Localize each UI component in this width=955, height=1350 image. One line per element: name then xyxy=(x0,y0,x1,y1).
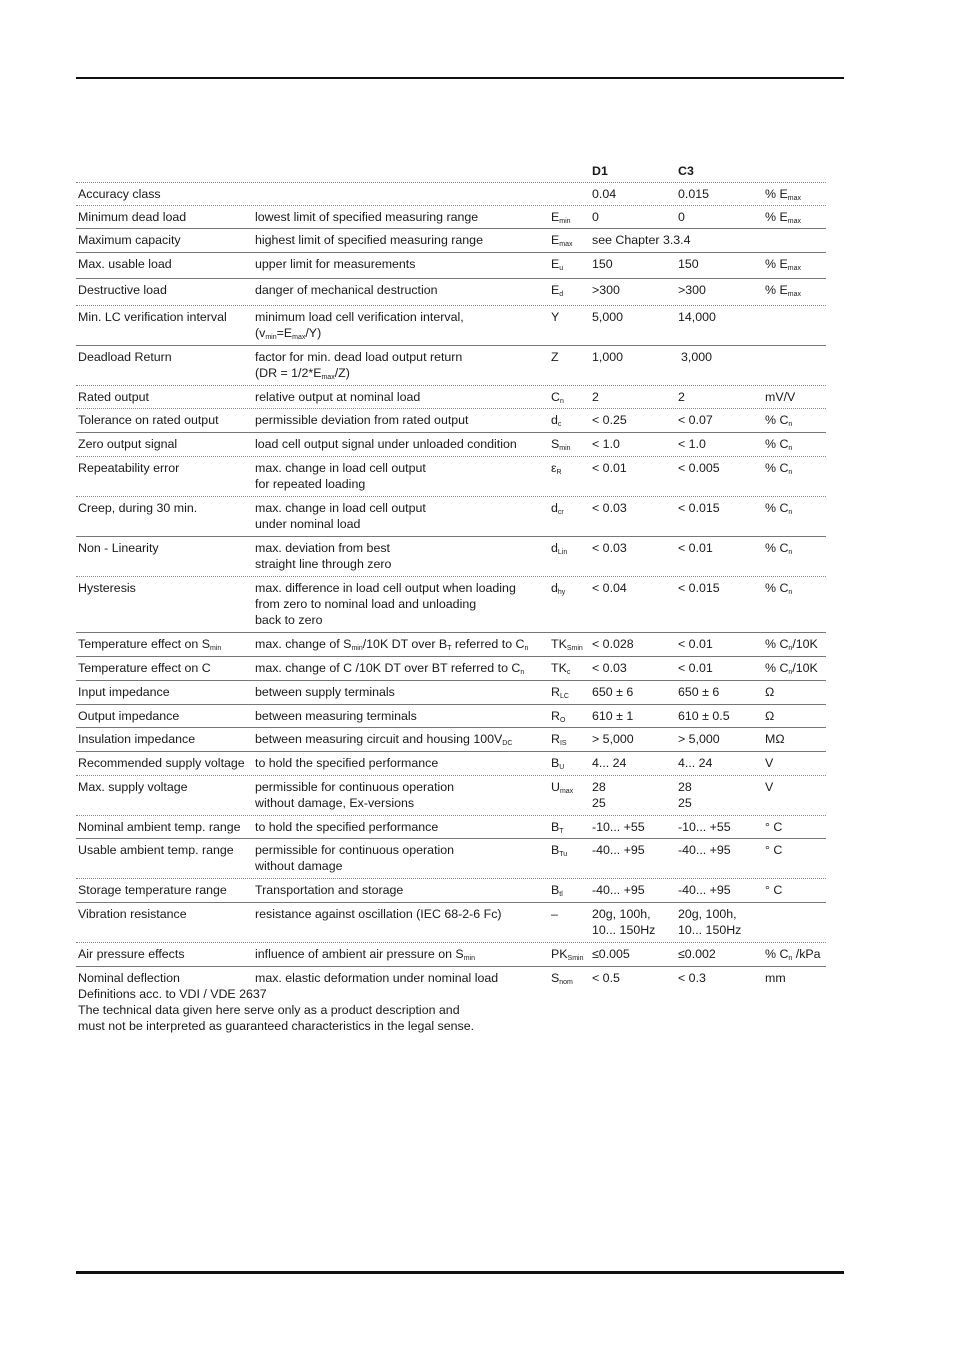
unit: ° C xyxy=(765,843,783,857)
value-d1: < 0.04 xyxy=(592,581,627,595)
symbol: $\varepsilon_R$ xyxy=(551,461,562,476)
value-c3: < 0.005 xyxy=(678,461,720,475)
value-c3: 28 25 xyxy=(678,780,692,810)
table-row xyxy=(76,681,826,705)
unit: % $E_{max}$ xyxy=(765,257,801,272)
value-c3: -40... +95 xyxy=(678,883,731,897)
value-d1: 20g, 100h, 10... 150Hz xyxy=(592,907,656,937)
symbol: $U_{max}$ xyxy=(551,780,574,795)
symbol: $d_c$ xyxy=(551,413,562,428)
table-row xyxy=(76,657,826,681)
table-row xyxy=(76,433,826,457)
param-description: max. elastic deformation under nominal load xyxy=(255,971,499,985)
unit: V xyxy=(765,756,774,770)
param-name: Minimum dead load xyxy=(78,210,187,224)
table-row xyxy=(76,705,826,728)
header-d1: D1 xyxy=(592,164,608,178)
value-d1: 5,000 xyxy=(592,310,624,324)
param-description: max. change in load cell output under nominal load xyxy=(255,501,426,531)
value-d1: < 0.25 xyxy=(592,413,627,427)
table-row xyxy=(76,229,826,253)
value-c3: < 0.07 xyxy=(678,413,713,427)
bottom-rule xyxy=(76,1271,844,1274)
value-c3: 14,000 xyxy=(678,310,716,324)
symbol: $S_{min}$ xyxy=(551,437,571,452)
param-name: Rated output xyxy=(78,390,149,404)
unit: % $E_{max}$ xyxy=(765,187,801,202)
table-row xyxy=(76,386,826,409)
table-row xyxy=(76,306,826,346)
value-d1: ≤0.005 xyxy=(592,947,630,961)
unit: % $E_{max}$ xyxy=(765,283,801,298)
unit: % $C_n/10K$ xyxy=(765,637,818,652)
footnote-line: Definitions acc. to VDI / VDE 2637 xyxy=(78,987,267,1001)
symbol: $R_O$ xyxy=(551,709,566,724)
value-c3: 150 xyxy=(678,257,699,271)
unit: V xyxy=(765,780,774,794)
param-name: Temperature effect on C xyxy=(78,661,211,675)
symbol: $TK_c$ xyxy=(551,661,571,676)
value-c3: < 0.01 xyxy=(678,661,713,675)
value-c3: < 0.01 xyxy=(678,637,713,651)
table-row xyxy=(76,633,826,657)
symbol: $B_{Tu}$ xyxy=(551,843,568,858)
symbol: $R_{IS}$ xyxy=(551,732,567,747)
param-name: Deadload Return xyxy=(78,350,172,364)
value-d1: 28 25 xyxy=(592,780,606,810)
unit: mV/V xyxy=(765,390,796,404)
param-description: upper limit for measurements xyxy=(255,257,416,271)
value-d1: >300 xyxy=(592,283,620,297)
param-name: Max. usable load xyxy=(78,257,172,271)
table-row xyxy=(76,943,826,967)
param-name: Recommended supply voltage xyxy=(78,756,245,770)
param-description: load cell output signal under unloaded condition xyxy=(255,437,517,451)
param-name: Hysteresis xyxy=(78,581,136,595)
symbol: Z xyxy=(551,350,559,364)
unit: % $E_{max}$ xyxy=(765,210,801,225)
param-name: Temperature effect on $S_{min}$ xyxy=(78,637,222,652)
table-row xyxy=(76,728,826,752)
param-name: Air pressure effects xyxy=(78,947,185,961)
symbol: $B_{tl}$ xyxy=(551,883,563,898)
param-name: Min. LC verification interval xyxy=(78,310,227,324)
symbol: $TK_{Smin}$ xyxy=(551,637,583,652)
value-d1: < 0.01 xyxy=(592,461,627,475)
value-c3: 610 ± 0.5 xyxy=(678,709,730,723)
value-c3: < 0.01 xyxy=(678,541,713,555)
unit: % $C_n$ xyxy=(765,461,793,476)
value-d1: 1,000 xyxy=(592,350,624,364)
value-c3: -10... +55 xyxy=(678,820,731,834)
param-name: Vibration resistance xyxy=(78,907,187,921)
unit: % $C_n/10K$ xyxy=(765,661,818,676)
param-name: Zero output signal xyxy=(78,437,178,451)
param-description: permissible for continuous operation without damage xyxy=(255,843,455,873)
param-description: influence of ambient air pressure on $S_{min}$ xyxy=(255,947,475,962)
param-description: between supply terminals xyxy=(255,685,395,699)
unit: Ω xyxy=(765,685,775,699)
value-c3: < 1.0 xyxy=(678,437,706,451)
value-d1: > 5,000 xyxy=(592,732,634,746)
value-c3: 650 ± 6 xyxy=(678,685,720,699)
symbol: $S_{nom}$ xyxy=(551,971,573,986)
value-d1: 4... 24 xyxy=(592,756,627,770)
value-d1: 0 xyxy=(592,210,599,224)
unit: % $C_n$ xyxy=(765,581,793,596)
param-description: factor for min. dead load output return $(DR = 1/2*E_{max}/Z)$ xyxy=(255,350,463,381)
symbol: $d_{hy}$ xyxy=(551,581,566,596)
param-description: to hold the specified performance xyxy=(255,820,439,834)
value-d1: < 0.03 xyxy=(592,661,627,675)
table-row xyxy=(76,409,826,433)
param-name: Usable ambient temp. range xyxy=(78,843,234,857)
table-row xyxy=(76,752,826,776)
value-c3: 20g, 100h, 10... 150Hz xyxy=(678,907,742,937)
value-c3: 0 xyxy=(678,210,685,224)
symbol: – xyxy=(551,907,558,921)
table-row xyxy=(76,253,826,279)
value-c3: 4... 24 xyxy=(678,756,713,770)
value-d1: -40... +95 xyxy=(592,883,645,897)
value-c3: 0.015 xyxy=(678,187,710,201)
table-row xyxy=(76,776,826,816)
param-name: Repeatability error xyxy=(78,461,180,475)
value-c3: < 0.3 xyxy=(678,971,706,985)
value-d1: 2 xyxy=(592,390,599,404)
value-d1: -40... +95 xyxy=(592,843,645,857)
table-row xyxy=(76,183,826,206)
value-c3: ≤0.002 xyxy=(678,947,716,961)
param-description: minimum load cell verification interval, $(v_{min}=E_{max}/Y)$ xyxy=(255,310,464,341)
table-row xyxy=(76,206,826,229)
table-row xyxy=(76,457,826,497)
param-description: to hold the specified performance xyxy=(255,756,439,770)
unit: mm xyxy=(765,971,786,985)
value-c3: < 0.015 xyxy=(678,501,720,515)
param-name: Creep, during 30 min. xyxy=(78,501,198,515)
table-row xyxy=(76,346,826,386)
value-c3: 2 xyxy=(678,390,685,404)
table-row xyxy=(76,816,826,839)
value-d1: -10... +55 xyxy=(592,820,645,834)
symbol: $E_u$ xyxy=(551,257,564,272)
value-d1: 610 ± 1 xyxy=(592,709,634,723)
unit: % $C_n$ xyxy=(765,437,793,452)
symbol: $B_T$ xyxy=(551,820,564,835)
value-d1: see Chapter 3.3.4 xyxy=(592,233,691,247)
footnote-line: must not be interpreted as guaranteed characteristics in the legal sense. xyxy=(78,1019,475,1033)
table-row xyxy=(76,839,826,879)
value-c3: > 5,000 xyxy=(678,732,720,746)
param-description: highest limit of specified measuring range xyxy=(255,233,483,247)
param-description: lowest limit of specified measuring range xyxy=(255,210,479,224)
param-name: Max. supply voltage xyxy=(78,780,188,794)
table-row xyxy=(76,537,826,577)
param-name: Nominal ambient temp. range xyxy=(78,820,241,834)
value-c3: -40... +95 xyxy=(678,843,731,857)
value-d1: 650 ± 6 xyxy=(592,685,634,699)
value-d1: < 0.03 xyxy=(592,541,627,555)
param-description: resistance against oscillation (IEC 68-2-6 Fc) xyxy=(255,907,502,921)
header-c3: C3 xyxy=(678,164,694,178)
param-description: relative output at nominal load xyxy=(255,390,421,404)
param-name: Accuracy class xyxy=(78,187,161,201)
param-description: permissible for continuous operation without damage, Ex-versions xyxy=(255,780,455,810)
value-d1: < 1.0 xyxy=(592,437,620,451)
param-name: Non - Linearity xyxy=(78,541,159,555)
symbol: $B_U$ xyxy=(551,756,565,771)
param-name: Input impedance xyxy=(78,685,170,699)
symbol: $d_{cr}$ xyxy=(551,501,564,516)
symbol: $E_{min}$ xyxy=(551,210,571,225)
symbol: $C_n$ xyxy=(551,390,564,405)
param-name: Tolerance on rated output xyxy=(78,413,219,427)
value-d1: < 0.5 xyxy=(592,971,620,985)
unit: ° C xyxy=(765,883,783,897)
specifications-table xyxy=(76,160,826,989)
table-row xyxy=(76,903,826,943)
param-description: danger of mechanical destruction xyxy=(255,283,438,297)
param-name: Insulation impedance xyxy=(78,732,196,746)
table-row xyxy=(76,497,826,537)
param-description: max. change of $S_{min}/10K$ DT over $B_T$ referred to $C_n$ xyxy=(255,637,529,652)
symbol: $d_{Lin}$ xyxy=(551,541,568,556)
unit: % $C_n$ xyxy=(765,501,793,516)
param-name: Output impedance xyxy=(78,709,180,723)
symbol: $R_{LC}$ xyxy=(551,685,569,700)
top-rule xyxy=(76,77,844,79)
table-header xyxy=(76,160,826,183)
param-name: Destructive load xyxy=(78,283,167,297)
param-description: max. change in load cell output for repeated loading xyxy=(255,461,426,491)
unit: % $C_n$ /kPa xyxy=(765,947,821,962)
value-d1: 0.04 xyxy=(592,187,617,201)
table-row xyxy=(76,577,826,633)
param-description: max. change of C /10K DT over BT referred to $C_n$ xyxy=(255,661,525,676)
footnote-line: The technical data given here serve only as a product description and xyxy=(78,1003,460,1017)
value-c3: < 0.015 xyxy=(678,581,720,595)
param-name: Maximum capacity xyxy=(78,233,181,247)
value-d1: < 0.03 xyxy=(592,501,627,515)
param-name: Nominal deflection xyxy=(78,971,180,985)
unit: % $C_n$ xyxy=(765,413,793,428)
unit: ° C xyxy=(765,820,783,834)
param-description: between measuring circuit and housing $100V_{DC}$ xyxy=(255,732,513,747)
param-description: permissible deviation from rated output xyxy=(255,413,469,427)
unit: MΩ xyxy=(765,732,785,746)
value-c3: >300 xyxy=(678,283,706,297)
param-description: between measuring terminals xyxy=(255,709,417,723)
symbol: Y xyxy=(551,310,560,324)
footnotes xyxy=(78,986,474,1034)
table-row xyxy=(76,279,826,306)
value-d1: 150 xyxy=(592,257,613,271)
param-name: Storage temperature range xyxy=(78,883,227,897)
param-description: max. deviation from best straight line through zero xyxy=(255,541,392,571)
symbol: $E_d$ xyxy=(551,283,564,298)
param-description: Transportation and storage xyxy=(255,883,404,897)
value-d1: < 0.028 xyxy=(592,637,634,651)
param-description: max. difference in load cell output when loading from zero to nominal load and unloading back to zero xyxy=(255,581,516,627)
symbol: $E_{max}$ xyxy=(551,233,573,248)
table-row xyxy=(76,879,826,903)
symbol: $PK_{Smin}$ xyxy=(551,947,584,962)
value-c3: 3,000 xyxy=(681,350,713,364)
unit: Ω xyxy=(765,709,775,723)
unit: % $C_n$ xyxy=(765,541,793,556)
